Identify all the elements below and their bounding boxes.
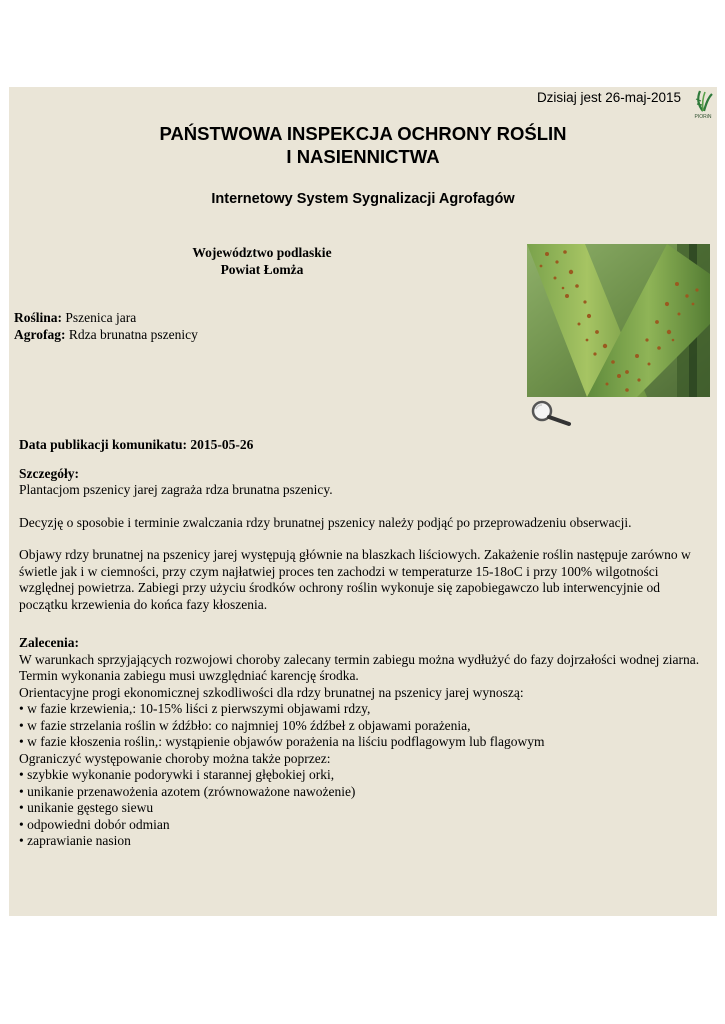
recommendation-line: W warunkach sprzyjających rozwojowi choroby zalecany termin zabiegu można wydłużyć do fazy dojrzałości wodnej ziarna. Termin wykonania zabiegu musi uwzględniać karencję środka. — [19, 651, 700, 683]
recommendations-heading: Zalecenia: — [19, 635, 79, 650]
rust-leaf-photo[interactable] — [527, 244, 710, 397]
details-paragraph-2: Decyzję o sposobie i terminie zwalczania rdzy brunatnej pszenicy należy podjąć po przeprowadzeniu obserwacji. — [19, 514, 632, 530]
title-line-2: I NASIENNICTWA — [286, 146, 440, 167]
current-date: Dzisiaj jest 26-maj-2015 — [536, 90, 681, 105]
recommendation-line: • zaprawianie nasion — [19, 833, 131, 848]
plant-label: Roślina: — [14, 310, 63, 325]
plant-row — [14, 309, 198, 326]
pest-value: Rdza brunatna pszenicy — [68, 327, 198, 342]
pest-label: Agrofag: — [14, 327, 66, 342]
recommendation-line: • w fazie strzelania roślin w źdźbło: co najmniej 10% źdźbeł z objawami porażenia, — [19, 717, 471, 733]
recommendation-line: • odpowiedni dobór odmian — [19, 816, 170, 832]
recommendation-line: • unikanie przenawożenia azotem (zrównoważone nawożenie) — [19, 783, 356, 799]
plant-value: Pszenica jara — [65, 310, 137, 325]
recommendation-line: • unikanie gęstego siewu — [19, 800, 154, 815]
voivodeship: Województwo podlaskie — [192, 245, 332, 260]
details-paragraph-1: Plantacjom pszenicy jarej zagraża rdza brunatna pszenicy. — [19, 482, 333, 497]
piorin-logo-icon — [692, 89, 714, 119]
report-body — [19, 437, 709, 850]
magnifier-icon[interactable] — [529, 399, 573, 427]
recommendation-line: Orientacyjne progi ekonomicznej szkodliwości dla rdzy brunatnej na pszenicy jarej wynoszą: — [19, 684, 524, 700]
details-paragraph-3: Objawy rdzy brunatnej na pszenicy jarej występują głównie na blaszkach liściowych. Zakażenie roślin następuje zarówno w świetle jak i w ciemności, przy czym najłatwiej proces ten zachodzi w temperaturze 15-18oC i przy 100% wilgotności względnej powietrza. Zabiegi przy użyciu środków ochrony roślin wykonuje się zapobiegawczo lub interwencyjnie od początku krzewienia do końca fazy kłoszenia. — [19, 547, 691, 612]
location-block — [142, 244, 382, 278]
recommendation-line: • szybkie wykonanie podorywki i starannej głębokiej orki, — [19, 767, 335, 782]
logo-text: PIORiN — [694, 114, 712, 119]
recommendation-line: Ograniczyć występowanie choroby można także poprzez: — [19, 750, 331, 766]
publication-date: Data publikacji komunikatu: 2015-05-26 — [19, 437, 254, 452]
pest-row — [14, 326, 198, 343]
page-title — [9, 122, 717, 168]
plant-info — [14, 309, 198, 343]
title-line-1: PAŃSTWOWA INSPEKCJA OCHRONY ROŚLIN — [159, 123, 567, 144]
content-panel — [9, 87, 717, 916]
recommendation-line: • w fazie krzewienia,: 10-15% liści z pierwszymi objawami rdzy, — [19, 701, 371, 716]
system-subtitle: Internetowy System Sygnalizacji Agrofagów — [211, 191, 515, 207]
recommendation-line: • w fazie kłoszenia roślin,: wystąpienie objawów porażenia na liściu podflagowym lub flagowym — [19, 734, 545, 749]
details-heading: Szczegóły: — [19, 465, 79, 481]
county: Powiat Łomża — [220, 262, 304, 277]
